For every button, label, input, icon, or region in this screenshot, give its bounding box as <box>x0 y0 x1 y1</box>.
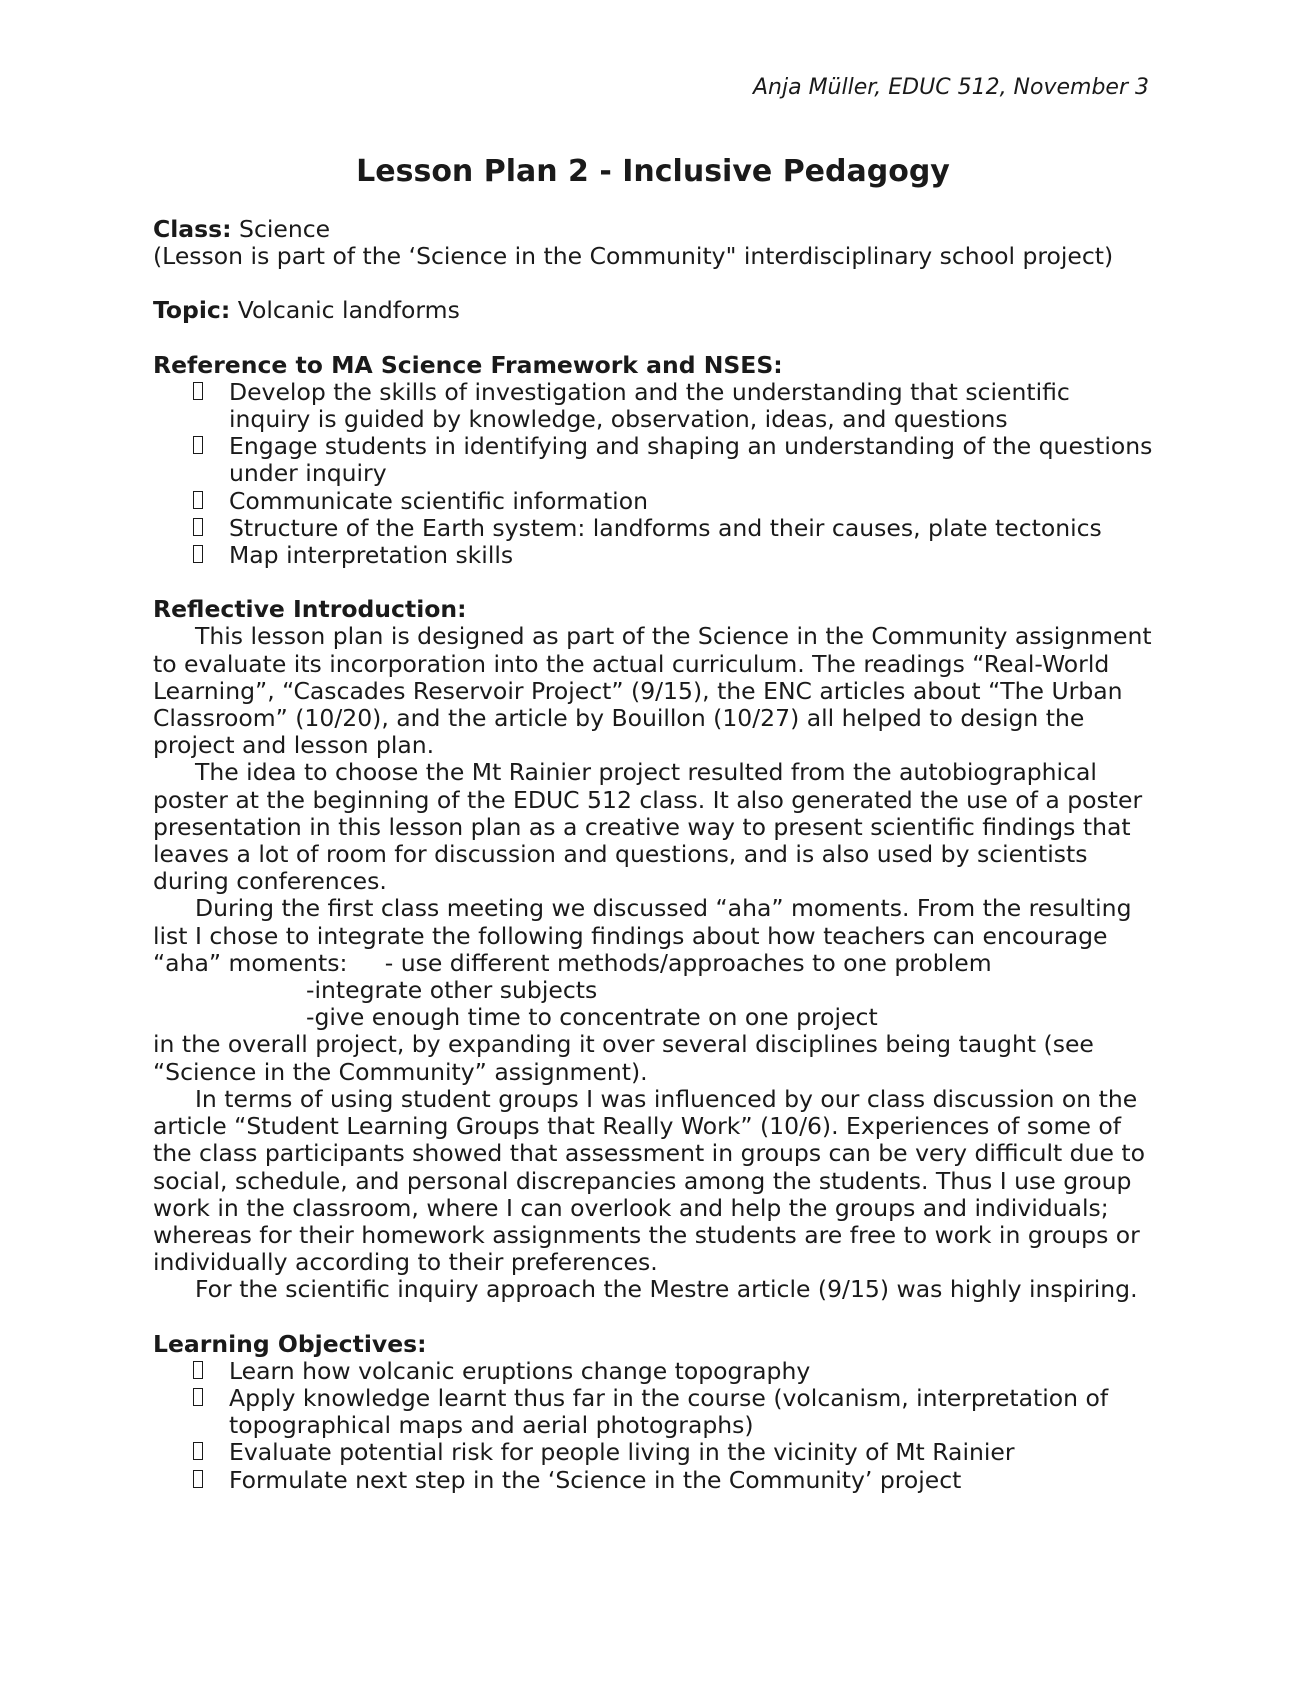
topic-label: Topic: <box>153 296 231 325</box>
class-line <box>153 216 1153 243</box>
topic-value: Volcanic landforms <box>237 296 460 325</box>
aha-list-subitem: -give enough time to concentrate on one project <box>306 1003 878 1032</box>
bullet-box-icon <box>193 518 203 536</box>
bullet-box-icon <box>193 1470 203 1488</box>
paragraph-tail: in the overall project, by expanding it over several disciplines being taught (see “Science in the Community” assignment). <box>153 1030 1094 1086</box>
reflective-paragraph-4: In terms of using student groups I was influenced by our class discussion on the article “Student Learning Groups that Really Work” (10/6). Experiences of some of the class participants showed that assessment in groups can be very difficult due to social, schedule, and personal discrepancies among the students. Thus I use group work in the classroom, where I can overlook and help the groups and individuals; whereas for their homework assignments the students are free to work in groups or individually according to their preferences. <box>153 1084 1146 1277</box>
bullet-box-icon <box>193 1388 203 1406</box>
list-item: Engage students in identifying and shaping an understanding of the questions under inquiry <box>153 433 1153 487</box>
reflective-paragraph-5: For the scientific inquiry approach the Mestre article (9/15) was highly inspiring. <box>195 1275 1138 1304</box>
list-item: Evaluate potential risk for people living in the vicinity of Mt Rainier <box>153 1439 1153 1466</box>
reference-section <box>153 352 1153 570</box>
reference-list <box>153 379 1153 569</box>
list-item: Apply knowledge learnt thus far in the course (volcanism, interpretation of topographical maps and aerial photographs) <box>153 1385 1153 1439</box>
list-item: Formulate next step in the ‘Science in the Community’ project <box>153 1467 1153 1494</box>
list-item: Develop the skills of investigation and the understanding that scientific inquiry is guided by knowledge, observation, ideas, and questions <box>153 379 1153 433</box>
bullet-box-icon <box>193 382 203 400</box>
paragraph-line: list I chose to integrate the following findings about how teachers can encourage <box>153 921 1108 950</box>
aha-list-line: “aha” moments: - use different methods/approaches to one problem <box>153 948 992 977</box>
bullet-box-icon <box>193 491 203 509</box>
bullet-box-icon <box>193 1361 203 1379</box>
class-value: Science <box>239 215 331 243</box>
author-date-line: Anja Müller, EDUC 512, November 3 <box>753 75 1149 100</box>
bullet-box-icon <box>193 545 203 563</box>
reflective-paragraph-3 <box>153 895 1153 922</box>
objectives-section <box>153 1331 1153 1494</box>
page-title: Lesson Plan 2 - Inclusive Pedagogy <box>356 154 950 189</box>
reflective-paragraph-2: The idea to choose the Mt Rainier project resulted from the autobiographical poster at the beginning of the EDUC 512 class. It also generated the use of a poster presentation in this lesson plan as a creative way to present scientific findings that leaves a lot of room for discussion and questions, and is also used by scientists during conferences. <box>153 758 1143 896</box>
topic-section <box>153 297 1153 324</box>
class-note: (Lesson is part of the ‘Science in the Community" interdisciplinary school project) <box>153 242 1114 271</box>
reflective-heading: Reflective Introduction: <box>153 595 467 624</box>
reference-heading: Reference to MA Science Framework and NSES: <box>153 350 783 379</box>
objectives-list <box>153 1358 1153 1494</box>
list-item: Communicate scientific information <box>153 488 1153 515</box>
aha-list-subitem: -integrate other subjects <box>306 976 598 1005</box>
paragraph-line: During the first class meeting we discussed “aha” moments. From the resulting <box>195 894 1132 923</box>
list-item: Structure of the Earth system: landforms and their causes, plate tectonics <box>153 515 1153 542</box>
list-item: Map interpretation skills <box>153 542 1153 569</box>
class-label: Class: <box>153 215 232 243</box>
bullet-box-icon <box>193 436 203 454</box>
class-section <box>153 216 1153 270</box>
objectives-heading: Learning Objectives: <box>153 1329 427 1358</box>
document-body <box>153 216 1153 1521</box>
list-item: Learn how volcanic eruptions change topography <box>153 1358 1153 1385</box>
reflective-section <box>153 596 1153 1303</box>
bullet-box-icon <box>193 1442 203 1460</box>
reflective-paragraph-1: This lesson plan is designed as part of the Science in the Community assignment to evaluate its incorporation into the actual curriculum. The readings “Real-World Learning”, “Cascades Reservoir Project” (9/15), the ENC articles about “The Urban Classroom” (10/20), and the article by Bouillon (10/27) all helped to design the project and lesson plan. <box>153 622 1152 760</box>
